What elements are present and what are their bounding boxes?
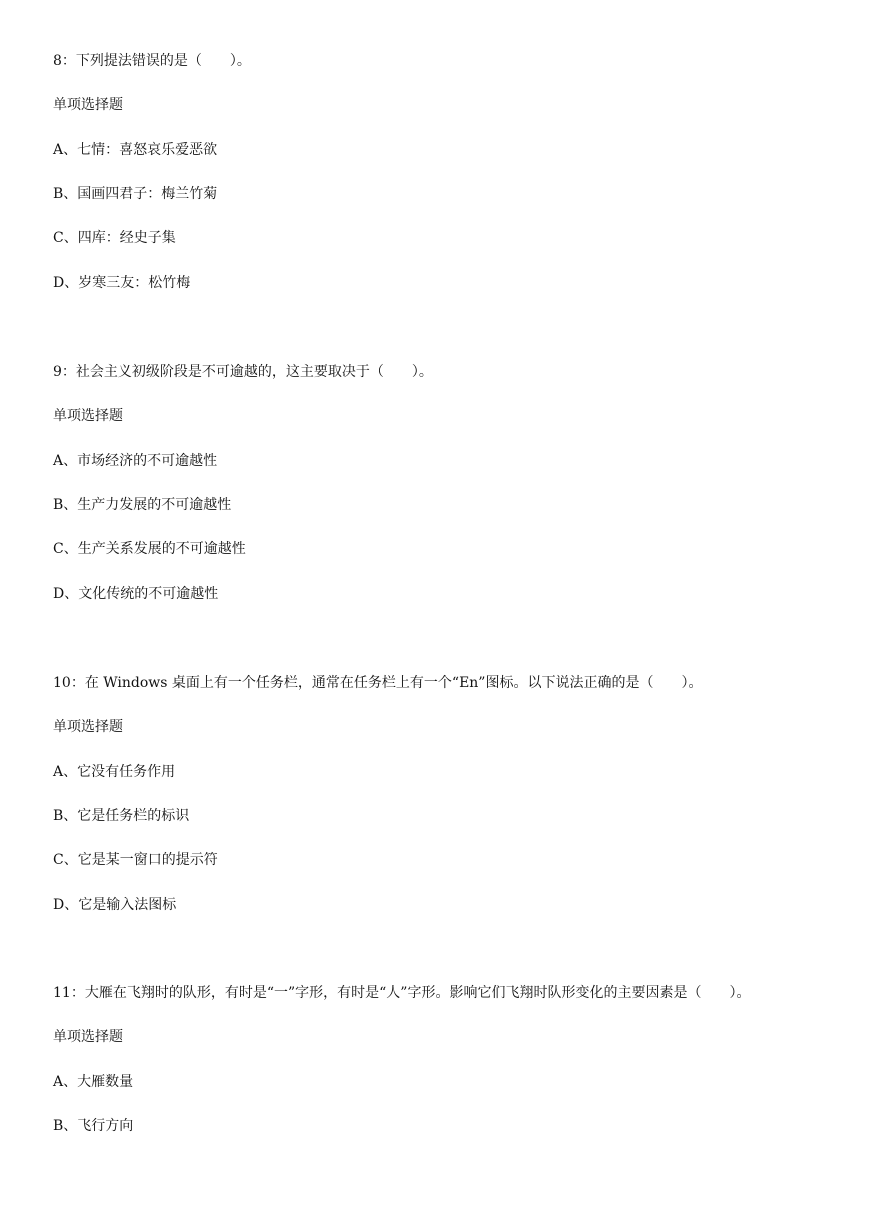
option-b: B、它是任务栏的标识 bbox=[53, 808, 190, 824]
question-stem: 9：社会主义初级阶段是不可逾越的，这主要取决于（ ）。 bbox=[53, 364, 433, 380]
option-c: C、它是某一窗口的提示符 bbox=[53, 852, 218, 868]
question-type: 单项选择题 bbox=[53, 97, 123, 113]
question-type: 单项选择题 bbox=[53, 719, 123, 735]
question-stem: 11：大雁在飞翔时的队形，有时是“一”字形，有时是“人”字形。影响它们飞翔时队形变化的主要因素是（ ）。 bbox=[53, 985, 751, 1001]
option-a: A、市场经济的不可逾越性 bbox=[53, 453, 218, 469]
option-d: D、岁寒三友：松竹梅 bbox=[53, 275, 191, 291]
question-type: 单项选择题 bbox=[53, 408, 123, 424]
question-stem: 10：在 Windows 桌面上有一个任务栏，通常在任务栏上有一个“En”图标。以下说法正确的是（ ）。 bbox=[53, 675, 703, 691]
option-b: B、国画四君子：梅兰竹菊 bbox=[53, 186, 218, 202]
option-c: C、生产关系发展的不可逾越性 bbox=[53, 541, 246, 557]
option-d: D、它是输入法图标 bbox=[53, 897, 177, 913]
question-stem: 8：下列提法错误的是（ ）。 bbox=[53, 53, 251, 69]
option-c: C、四库：经史子集 bbox=[53, 230, 176, 246]
question-type: 单项选择题 bbox=[53, 1029, 123, 1045]
option-d: D、文化传统的不可逾越性 bbox=[53, 586, 219, 602]
option-b: B、飞行方向 bbox=[53, 1118, 134, 1134]
option-a: A、大雁数量 bbox=[53, 1074, 134, 1090]
option-a: A、七情：喜怒哀乐爱恶欲 bbox=[53, 142, 218, 158]
option-a: A、它没有任务作用 bbox=[53, 764, 176, 780]
option-b: B、生产力发展的不可逾越性 bbox=[53, 497, 232, 513]
